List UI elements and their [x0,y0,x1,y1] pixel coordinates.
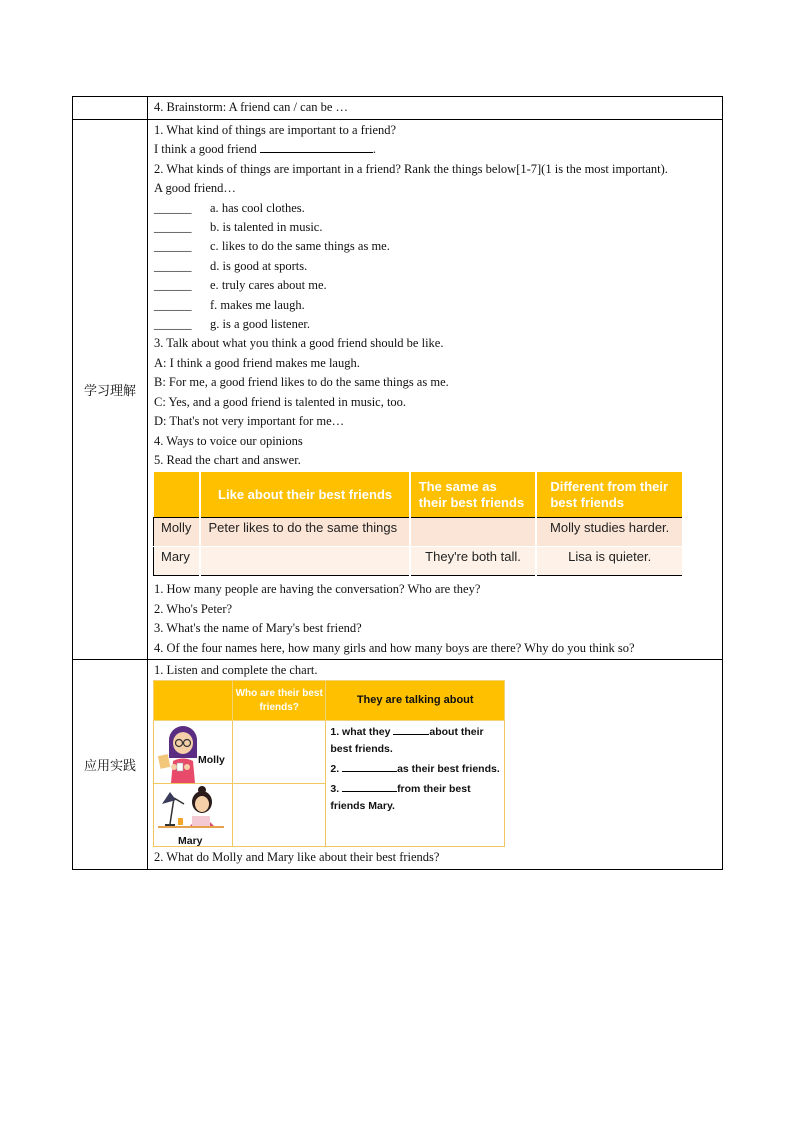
q1-answer-blank[interactable] [260,140,373,153]
rank-blank[interactable]: ______ [154,258,192,273]
rank-blank[interactable]: ______ [154,220,192,235]
dialog-line: A: I think a good friend makes me laugh. [154,355,360,370]
rank-text: is good at sports. [222,258,308,273]
row3-label: 应用实践 [73,659,148,869]
row-brainstorm [73,97,723,120]
chart-header-cell: The same as their best friends [410,472,537,518]
q3-text: 3. Talk about what you think a good friend should be like. [154,336,444,351]
row2-label: 学习理解 [73,120,148,660]
row3-content [148,659,723,869]
mary-illustration [154,784,232,846]
talk-blank[interactable] [342,781,397,792]
worksheet-page [72,96,722,870]
rank-blank[interactable]: ______ [154,317,192,332]
talk-list [326,721,504,815]
molly-answer-cell[interactable] [233,721,326,784]
rank-letter: f. [210,297,218,312]
rank-item [154,257,716,276]
rank-letter: g. [210,317,220,332]
chart-cell: Lisa is quieter. [536,547,683,576]
mary-picture-cell [154,784,233,847]
row1-label [73,97,148,120]
row2-content [148,120,723,660]
listen-header-talk: They are talking about [326,681,505,721]
q1-text: 1. What kind of things are important to a friend? [154,123,397,137]
lesson-table [72,96,723,870]
rank-letter: d. [210,258,220,273]
rank-blank[interactable]: ______ [154,200,192,215]
rank-text: is a good listener. [222,317,310,332]
row1-content [148,97,723,120]
rank-text: is talented in music. [222,220,323,235]
q5-text: 5. Read the chart and answer. [154,452,301,467]
row-learning [73,120,723,660]
row-application [73,659,723,869]
chart-cell: Peter likes to do the same things [200,518,409,547]
listen-header-row [154,681,505,721]
rank-text: likes to do the same things as me. [221,239,390,254]
chart-header-cell: Different from their best friends [536,472,683,518]
rank-text: makes me laugh. [220,297,305,312]
chart-row [154,518,684,547]
brainstorm-text: 4. Brainstorm: A friend can / can be … [154,100,349,114]
talk-item: 3. from their best friends Mary. [330,783,471,813]
dialog-line: C: Yes, and a good friend is talented in music, too. [154,394,407,409]
rank-letter: a. [210,200,219,215]
rank-item [154,199,716,218]
talk-blank[interactable] [393,724,429,735]
q1-answer [154,140,716,159]
chart-cell [410,518,537,547]
q4-text: 4. Ways to voice our opinions [154,433,303,448]
q1-answer-prefix: I think a good friend [154,142,257,157]
talk-item: 1. what they about their best friends. [330,726,484,756]
molly-picture-cell [154,721,233,784]
q2-lead: A good friend… [154,181,236,196]
chart-cell: They're both tall. [410,547,537,576]
talk-blank[interactable] [342,761,397,772]
rank-blank[interactable]: ______ [154,278,192,293]
question-item: 4. Of the four names here, how many girls and how many boys are there? Why do you think so? [154,640,635,655]
listen-row-molly [154,721,505,784]
friends-chart [153,472,684,576]
rank-item [154,237,716,256]
listen-header-empty [154,681,233,721]
mary-answer-cell[interactable] [233,784,326,847]
chart-cell: Mary [154,547,201,576]
q2-like-text: 2. What do Molly and Mary like about their best friends? [154,850,440,865]
rank-item [154,218,716,237]
rank-letter: e. [210,278,219,293]
chart-cell [200,547,409,576]
rank-letter: c. [210,239,219,254]
listen-header-who: Who are their best friends? [233,681,326,721]
molly-illustration [154,721,232,783]
chart-row [154,547,684,576]
rank-blank[interactable]: ______ [154,297,192,312]
chart-header-cell [154,472,201,518]
molly-name-label: Molly [198,751,225,770]
talk-about-cell [326,721,505,847]
chart-header-row [154,472,684,518]
dialog-line: D: That's not very important for me… [154,414,345,429]
listening-chart [153,680,505,847]
question-item: 3. What's the name of Mary's best friend? [154,621,362,636]
rank-blank[interactable]: ______ [154,239,192,254]
chart-header-cell: Like about their best friends [200,472,409,518]
rank-text: truly cares about me. [221,278,327,293]
q2-text: 2. What kinds of things are important in a friend? Rank the things below[1-7](1 is the most important). [154,161,668,176]
mary-name-label: Mary [178,835,203,848]
q1-answer-suffix: . [372,142,377,157]
rank-text: has cool clothes. [221,200,305,215]
rank-item [154,296,716,315]
dialog-line: B: For me, a good friend likes to do the same things as me. [154,375,449,390]
listen-instruction: 1. Listen and complete the chart. [154,662,318,677]
question-item: 1. How many people are having the conversation? Who are they? [154,582,481,597]
chart-cell: Molly [154,518,201,547]
chart-cell: Molly studies harder. [536,518,683,547]
rank-item [154,276,716,295]
rank-letter: b. [210,220,220,235]
question-item: 2. Who's Peter? [154,601,233,616]
talk-item: 2. as their best friends. [330,763,500,776]
rank-item [154,315,716,334]
